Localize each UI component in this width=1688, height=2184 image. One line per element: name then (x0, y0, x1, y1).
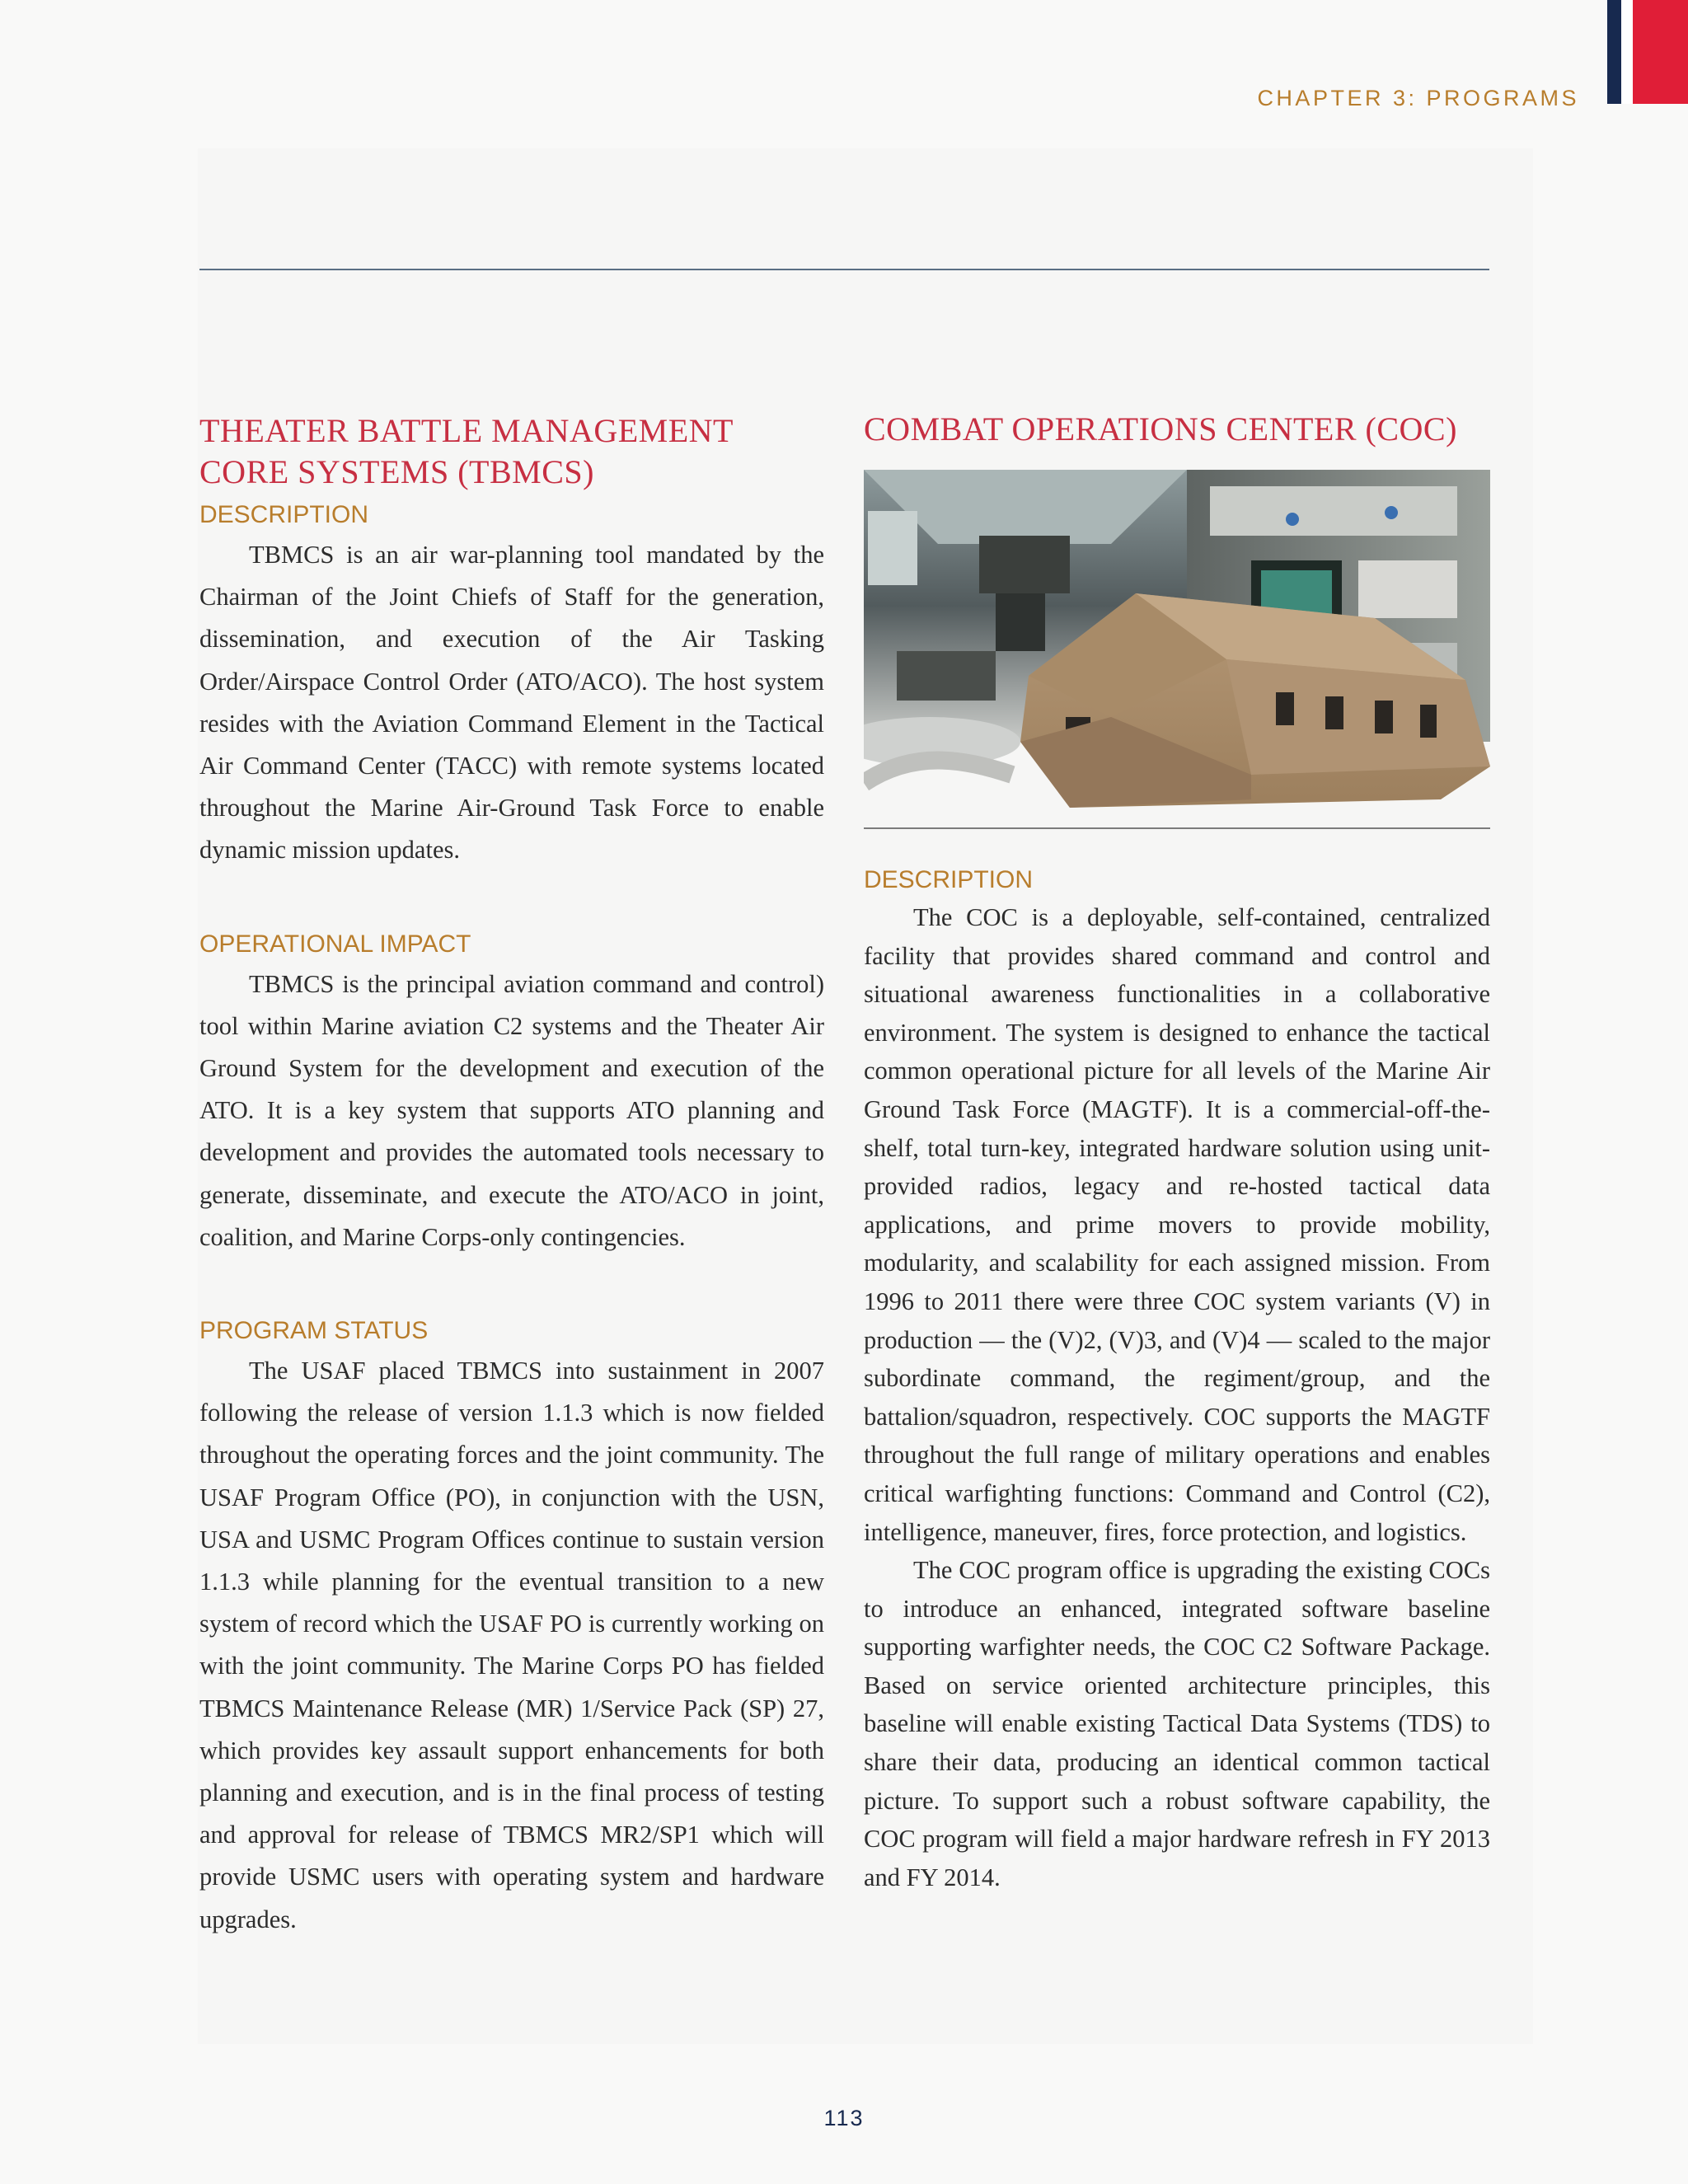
header-divider (199, 269, 1489, 270)
page-number: 113 (823, 2106, 865, 2130)
flag-stripe-white (1621, 0, 1633, 104)
tbmcs-column (199, 410, 824, 1941)
coc-title: COMBAT OPERATIONS CENTER (COC) (864, 410, 1457, 448)
tbmcs-impact-heading: OPERATIONAL IMPACT (199, 930, 471, 958)
tbmcs-title: THEATER BATTLE MANAGEMENT CORE SYSTEMS (TBMCS) (199, 412, 734, 490)
tbmcs-description-heading: DESCRIPTION (199, 501, 369, 528)
tbmcs-status-text: The USAF placed TBMCS into sustainment in 2007 following the release of version 1.1.3 which is now fielded throughout the operating forces and the joint community. The USAF Program Office (PO), in conjunction with the USN, USA and USMC Program Offices continue to sustain version 1.1.3 while planning for the eventual transition to a new system of record which the USAF PO is currently working on with the joint community. The Marine Corps PO has fielded TBMCS Maintenance Release (MR) 1/Service Pack (SP) 27, which provides key assault support enhancements for both planning and execution, and is in the final process of testing and approval for release of TBMCS MR2/SP1 which will provide USMC users with operating system and hardware upgrades. (199, 1357, 824, 1933)
tbmcs-status-heading: PROGRAM STATUS (199, 1317, 429, 1345)
photo-divider (864, 827, 1490, 829)
coc-description-paragraph-2: The COC program office is upgrading the existing COCs to introduce an enhanced, integrated software baseline supporting warfighter needs, the COC C2 Software Package. Based on service oriented architecture principles, this baseline will enable existing Tactical Data Systems (TDS) to share their data, producing an identical common tactical picture. To support such a robust software capability, the COC program will field a major hardware refresh in FY 2013 and FY 2014. (864, 1556, 1490, 1891)
flag-stripe-red (1633, 0, 1688, 104)
tbmcs-impact-text: TBMCS is the principal aviation command and control) tool within Marine aviation C2 systems and the Theater Air Ground System for the development and execution of the ATO. It is a key system that supports ATO planning and development and provides the automated tools necessary to generate, disseminate, and execute the ATO/ACO in joint, coalition, and Marine Corps-only contingencies. (199, 969, 824, 1251)
chapter-header: CHAPTER 3: PROGRAMS (1257, 86, 1579, 110)
coc-photo (864, 470, 1490, 826)
coc-description-heading: DESCRIPTION (864, 866, 1034, 893)
flag-stripe-blue (1607, 0, 1621, 104)
coc-column (864, 410, 1490, 1896)
tbmcs-description-text: TBMCS is an air war-planning tool mandated by the Chairman of the Joint Chiefs of Staff for the generation, dissemination, and execution of the Air Tasking Order/Airspace Control Order (ATO/ACO). The host system resides with the Aviation Command Element in the Tactical Air Command Center (TACC) with remote systems located throughout the Marine Air-Ground Task Force to enable dynamic mission updates. (199, 541, 824, 865)
coc-description-paragraph-1: The COC is a deployable, self-contained, centralized facility that provides shared command and control and situational awareness functionalities in a collaborative environment. The system is designed to enhance the tactical common operational picture for all levels of the Marine Air Ground Task Force (MAGTF). It is a commercial-off-the-shelf, total turn-key, integrated hardware solution using unit-provided radios, legacy and re-hosted tactical data applications, and prime movers to provide mobility, modularity, and scalability for each assigned mission. From 1996 to 2011 there were three COC system variants (V) in production — the (V)2, (V)3, and (V)4 — scaled to the major subordinate command, the regiment/group, and the battalion/squadron, respectively. COC supports the MAGTF throughout the full range of military operations and enables critical warfighting functions: Command and Control (C2), intelligence, maneuver, fires, force protection, and logistics. (864, 903, 1490, 1546)
